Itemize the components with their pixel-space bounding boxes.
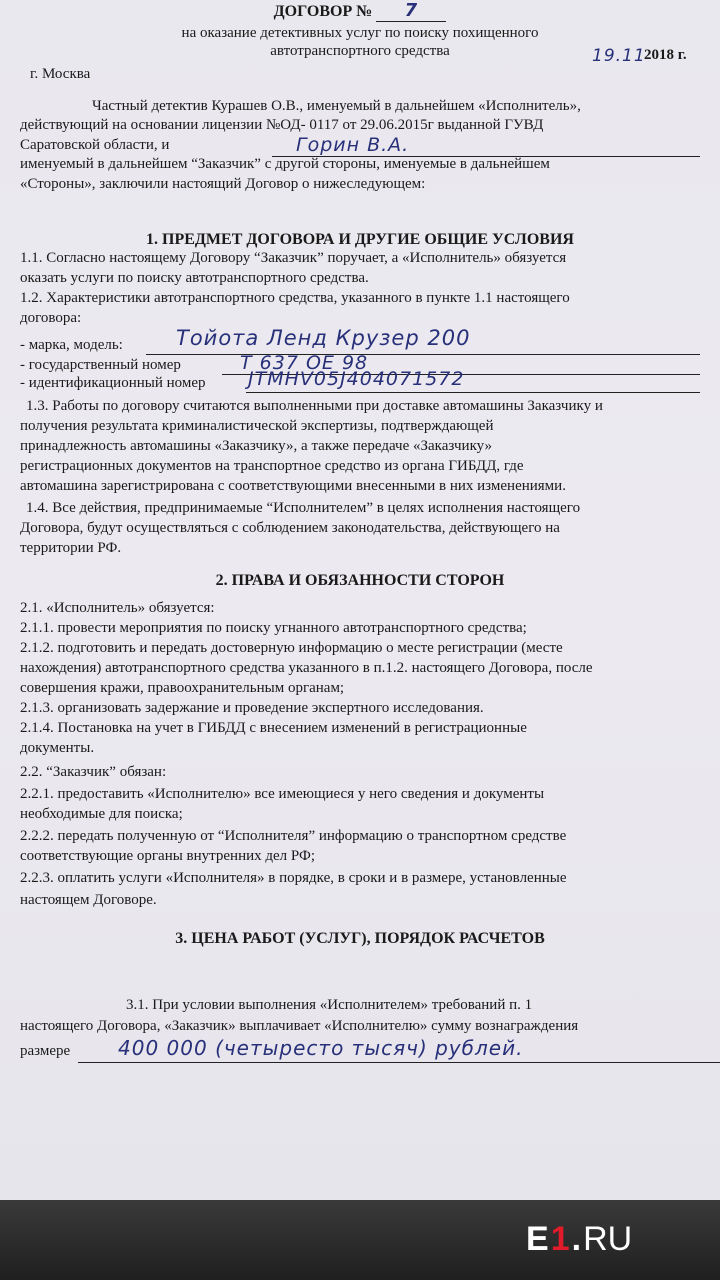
preamble-line: «Стороны», заключили настоящий Договор о нижеследующем: — [20, 176, 426, 192]
clause-2: 2.1.4. Постановка на учет в ГИБДД с внесением изменений в регистрационные — [20, 720, 527, 736]
amount-line — [78, 1062, 720, 1063]
clause-2: нахождения) автотранспортного средства указанного в п.1.2. настоящего Договора, после — [20, 660, 593, 676]
clause-2: 2.1.2. подготовить и передать достоверную информацию о месте регистрации (месте — [20, 640, 563, 656]
brand-label: - марка, модель: — [20, 337, 123, 353]
title-text: ДОГОВОР № — [273, 3, 373, 20]
clause-2: соответствующие органы внутренних дел РФ; — [20, 848, 316, 864]
subtitle-line-2: автотранспортного средства — [270, 43, 450, 59]
clause-2: 2.1.3. организовать задержание и проведение экспертного исследования. — [20, 700, 484, 716]
brand-hand: Тойота Ленд Крузер 200 — [176, 326, 471, 350]
subtitle-line-1: на оказание детективных услуг по поиску похищенного — [181, 25, 539, 41]
clause-2: настоящем Договоре. — [20, 892, 157, 908]
section-2-heading: 2. ПРАВА И ОБЯЗАННОСТИ СТОРОН — [215, 572, 505, 589]
number-line — [376, 0, 446, 22]
vin-line — [246, 392, 700, 393]
preamble-line: именуемый в дальнейшем “Заказчик” с другой стороны, именуемые в дальнейшем — [20, 156, 550, 172]
clause-1-2: договора: — [20, 310, 82, 326]
date-year: 2018 г. — [644, 47, 687, 63]
section-3-heading: 3. ЦЕНА РАБОТ (УСЛУГ), ПОРЯДОК РАСЧЕТОВ — [175, 930, 545, 947]
clause-1-3: регистрационных документов на транспортное средство из органа ГИБДД, где — [20, 458, 524, 474]
clause-1-3: принадлежность автомашины «Заказчику», а также передаче «Заказчику» — [20, 438, 493, 454]
vin-label: - идентификационный номер — [20, 375, 206, 391]
date-hand: 19.11 — [592, 46, 646, 66]
clause-1-3: автомашина зарегистрирована с соответствующими внесенными в них изменениями. — [20, 478, 566, 494]
clause-1-3: получения результата криминалистической экспертизы, подтверждающей — [20, 418, 494, 434]
clause-1-1: 1.1. Согласно настоящему Договору “Заказчик” поручает, а «Исполнитель» обязуется — [20, 250, 567, 266]
e1-logo: E 1 . RU — [526, 1219, 633, 1258]
clause-2: 2.2.3. оплатить услуги «Исполнителя» в порядке, в сроки и в размере, установленные — [20, 870, 567, 886]
plate-label: - государственный номер — [20, 357, 181, 373]
client-name-hand: Горин В.А. — [296, 134, 410, 156]
clause-1-3: 1.3. Работы по договору считаются выполненными при доставке автомашины Заказчику и — [26, 398, 603, 414]
section-1-heading: 1. ПРЕДМЕТ ДОГОВОРА И ДРУГИЕ ОБЩИЕ УСЛОВИЯ — [146, 231, 574, 248]
clause-2: 2.2.2. передать полученную от “Исполнителя” информацию о транспортном средстве — [20, 828, 567, 844]
plate-hand: Т 637 ОЕ 98 — [240, 352, 369, 374]
clause-2: 2.2.1. предоставить «Исполнителю» все имеющиеся у него сведения и документы — [20, 786, 545, 802]
clause-3-1: настоящего Договора, «Заказчик» выплачивает «Исполнителю» сумму вознаграждения — [20, 1018, 579, 1034]
contract-number-hand: 7 — [404, 0, 419, 21]
amount-hand: 400 000 (четыресто тысяч) рублей. — [118, 1036, 524, 1060]
clause-2: 2.1.1. провести мероприятия по поиску угнанного автотранспортного средства; — [20, 620, 527, 636]
clause-2: документы. — [20, 740, 95, 756]
clause-1-4: Договора, будут осуществляться с соблюдением законодательства, действующего на — [20, 520, 560, 536]
clause-3-1: 3.1. При условии выполнения «Исполнителем» требований п. 1 — [126, 997, 533, 1013]
contract-title — [0, 0, 720, 22]
preamble-line: Саратовской области, и — [20, 137, 170, 153]
clause-1-1: оказать услуги по поиску автотранспортного средства. — [20, 270, 369, 286]
clause-1-4: территории РФ. — [20, 540, 122, 556]
clause-1-4: 1.4. Все действия, предпринимаемые “Исполнителем” в целях исполнения настоящего — [26, 500, 581, 516]
preamble-line: Частный детектив Курашев О.В., именуемый в дальнейшем «Исполнитель», — [92, 98, 581, 114]
brand-line — [146, 354, 700, 355]
preamble-line: действующий на основании лицензии №ОД- 0117 от 29.06.2015г выданной ГУВД — [20, 117, 544, 133]
clause-2: необходимые для поиска; — [20, 806, 183, 822]
city: г. Москва — [30, 66, 91, 82]
clause-2: 2.2. “Заказчик” обязан: — [20, 764, 167, 780]
clause-2: 2.1. «Исполнитель» обязуется: — [20, 600, 215, 616]
clause-3-1: размере — [20, 1043, 71, 1059]
clause-2: совершения кражи, правоохранительным органам; — [20, 680, 345, 696]
clause-1-2: 1.2. Характеристики автотранспортного средства, указанного в пункте 1.1 настоящего — [20, 290, 570, 306]
vin-hand: JTMHV05J404071572 — [248, 368, 465, 390]
